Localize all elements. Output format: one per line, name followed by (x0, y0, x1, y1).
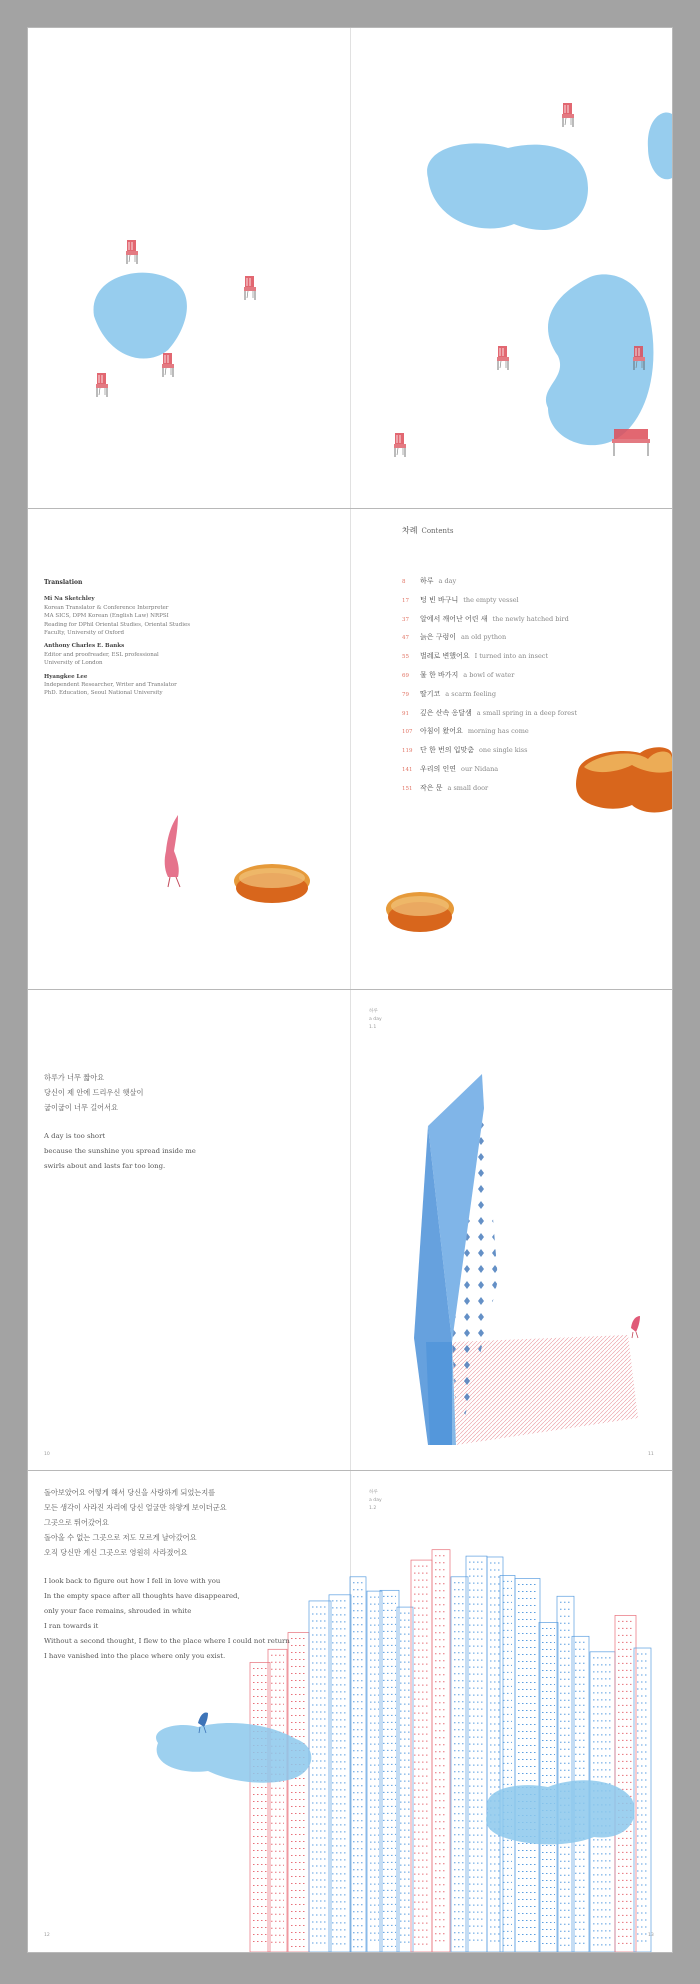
toc-title-ko: 벌레로 변했어요 (420, 652, 470, 661)
chair-icon (562, 103, 574, 127)
toc-title-ko: 텅 빈 바구니 (420, 595, 459, 604)
poem-korean (44, 1485, 314, 1560)
toc-title-ko: 작은 문 (420, 783, 443, 792)
poem-line: In the empty space after all thoughts have disappeared, (44, 1592, 240, 1600)
poem-line: Without a second thought, I flew to the place where I could not return (44, 1637, 290, 1645)
gutter (350, 509, 351, 990)
credit-line: Independent Researcher, Writer and Translator (44, 682, 177, 689)
toc-title-en: our Nidana (461, 764, 499, 773)
credit-name: Mi Na Sketchley (44, 596, 95, 603)
city-tower (557, 1596, 574, 1952)
bowl-icon (234, 864, 310, 903)
toc-title-ko: 물 한 바가지 (420, 670, 459, 679)
city-tower (268, 1649, 287, 1952)
page-number-right: 13 (648, 1933, 654, 1938)
credit-line: Editor and proofreader, ESL professional (44, 651, 159, 658)
credits-heading: Translation (44, 579, 83, 586)
page-number-left: 10 (44, 1452, 50, 1457)
poem-line: 그곳으로 뛰어갔어요 (44, 1518, 109, 1527)
toc-page-number: 141 (402, 766, 413, 773)
city-tower (487, 1557, 503, 1952)
spread-a-day (28, 990, 672, 1471)
running-head (369, 1489, 382, 1513)
running-head-en: a day (369, 1017, 382, 1022)
poem-english (44, 1574, 314, 1664)
toc-title-ko: 깊은 산속 옹달샘 (420, 708, 472, 717)
credit-line: MA SICS, DPM Korean (English Law) NRPSI (44, 613, 169, 620)
blue-cloud-icon (486, 1780, 634, 1844)
toc-title-en: a day (438, 577, 457, 585)
poem-line: I have vanished into the place where only you exist. (44, 1652, 226, 1660)
illustration-building (28, 990, 672, 1471)
toc-title-en: a small spring in a deep forest (476, 708, 578, 717)
toc-page-number: 119 (402, 748, 413, 755)
poem-line: swirls about and lasts far too long. (44, 1162, 166, 1170)
toc-page-number: 37 (402, 616, 409, 623)
red-figure-icon (631, 1316, 640, 1338)
table-of-contents (402, 525, 652, 802)
toc-title-ko: 아침이 왔어요 (420, 727, 463, 736)
spread-chairs (28, 28, 672, 509)
toc-title-ko: 알에서 깨어난 어린 새 (420, 614, 488, 623)
poem-line: 굽이굽이 너무 길어서요 (44, 1103, 119, 1112)
poem-line: A day is too short (44, 1132, 106, 1140)
city-tower (380, 1590, 399, 1952)
toc-title-ko: 딸기코 (420, 689, 441, 698)
running-head-ko: 하루 (369, 1490, 378, 1495)
chair-icon (96, 373, 108, 397)
toc-page-number: 151 (402, 785, 413, 792)
city-tower (466, 1556, 487, 1952)
poem (44, 1485, 314, 1664)
blue-cloud-icon (94, 273, 187, 359)
credit-person (44, 642, 244, 667)
toc-title-en: morning has come (467, 727, 529, 736)
spread-contents (28, 509, 672, 990)
toc-item[interactable] (402, 595, 652, 614)
poem-line: 하루가 너무 짧아요 (44, 1073, 105, 1082)
toc-title-en: the empty vessel (463, 595, 519, 604)
poem-line: 돌아보았어요 어떻게 해서 당신을 사랑하게 되었는지를 (44, 1488, 216, 1497)
toc-item[interactable] (402, 670, 652, 689)
poem-line: I look back to figure out how I fell in love with you (44, 1577, 221, 1585)
toc-item[interactable] (402, 783, 652, 802)
blue-cloud-icon (648, 112, 672, 179)
toc-item[interactable] (402, 689, 652, 708)
toc-title-en: one single kiss (479, 746, 528, 755)
toc-title-ko: 늙은 구렁이 (420, 633, 457, 642)
running-head-ko: 하루 (369, 1009, 378, 1014)
toc-page-number: 17 (402, 597, 409, 604)
toc-title-en: the newly hatched bird (492, 614, 569, 623)
bench-icon (612, 429, 650, 456)
credit-line: Faculty, University of Oxford (44, 630, 124, 637)
toc-page-number: 107 (402, 729, 413, 736)
toc-title (402, 525, 652, 536)
toc-title-en: a bowl of water (463, 670, 515, 679)
toc-title-en: a scarm feeling (445, 689, 497, 698)
toc-page-number: 55 (402, 654, 409, 661)
toc-item[interactable] (402, 764, 652, 783)
toc-title-en: Contents (421, 527, 454, 535)
toc-item[interactable] (402, 726, 652, 745)
toc-title-en: an old python (461, 633, 507, 642)
city-tower (250, 1662, 270, 1952)
toc-title-ko: 차례 (402, 526, 418, 535)
chair-icon (126, 240, 138, 264)
toc-item[interactable] (402, 576, 652, 595)
toc-title-ko: 우리의 인연 (420, 764, 457, 773)
toc-page-number: 91 (402, 710, 409, 717)
toc-item[interactable] (402, 632, 652, 651)
credit-name: Anthony Charles E. Banks (44, 643, 125, 650)
poem-line: I ran towards it (44, 1622, 99, 1630)
poem-line: 돌아올 수 없는 그곳으로 저도 모르게 날아갔어요 (44, 1533, 197, 1542)
toc-page-number: 8 (402, 579, 406, 585)
credit-line: Reading for DPhil Oriental Studies, Oriental Studies (44, 621, 191, 628)
city-tower (515, 1578, 540, 1952)
poem-line: 모든 생각이 사라진 자리에 당신 얼굴만 하얗게 보이더군요 (44, 1503, 227, 1512)
credit-person (44, 595, 244, 637)
toc-item[interactable] (402, 745, 652, 764)
illustration-chairs-and-clouds (28, 28, 672, 509)
city-tower (411, 1560, 432, 1952)
toc-title-en: a small door (447, 783, 489, 792)
city-tower (329, 1595, 351, 1952)
toc-title-ko: 단 한 번의 입맞춤 (420, 746, 475, 755)
toc-page-number: 69 (402, 672, 409, 679)
toc-item[interactable] (402, 708, 652, 727)
running-head-number: 1.2 (369, 1506, 377, 1511)
running-head-number: 1.1 (369, 1025, 377, 1030)
poem-line: 당신이 제 안에 드리우신 햇살이 (44, 1088, 144, 1097)
blue-cloud-icon (427, 143, 588, 230)
toc-title-en: I turned into an insect (474, 652, 549, 661)
toc-page-number: 47 (402, 635, 409, 642)
city-tower (432, 1550, 450, 1952)
poem-line: because the sunshine you spread inside me (44, 1147, 196, 1155)
chair-icon (394, 433, 406, 457)
toc-item[interactable] (402, 651, 652, 670)
bowl-icon (386, 892, 454, 932)
chair-icon (162, 353, 174, 377)
translation-credits (44, 579, 244, 703)
toc-page-number: 79 (402, 691, 409, 698)
credit-line: University of London (44, 660, 103, 667)
red-figure-icon (165, 815, 180, 887)
chair-icon (497, 346, 509, 370)
poem-line: 오직 당신만 계신 그곳으로 영원히 사라졌어요 (44, 1548, 188, 1557)
toc-item[interactable] (402, 614, 652, 633)
spread-city (28, 1471, 672, 1952)
toc-title-ko: 하루 (420, 577, 434, 585)
credit-name: Hyangkee Lee (44, 673, 88, 680)
credit-line: Korean Translator & Conference Interpreter (44, 604, 169, 611)
poem-line: only your face remains, shrouded in white (44, 1607, 192, 1615)
credit-line: PhD. Education, Seoul National University (44, 690, 163, 697)
running-head-en: a day (369, 1498, 382, 1503)
chair-icon (244, 276, 256, 300)
credit-person (44, 673, 244, 698)
page-number-left: 12 (44, 1933, 50, 1938)
page-number-right: 11 (648, 1452, 654, 1457)
